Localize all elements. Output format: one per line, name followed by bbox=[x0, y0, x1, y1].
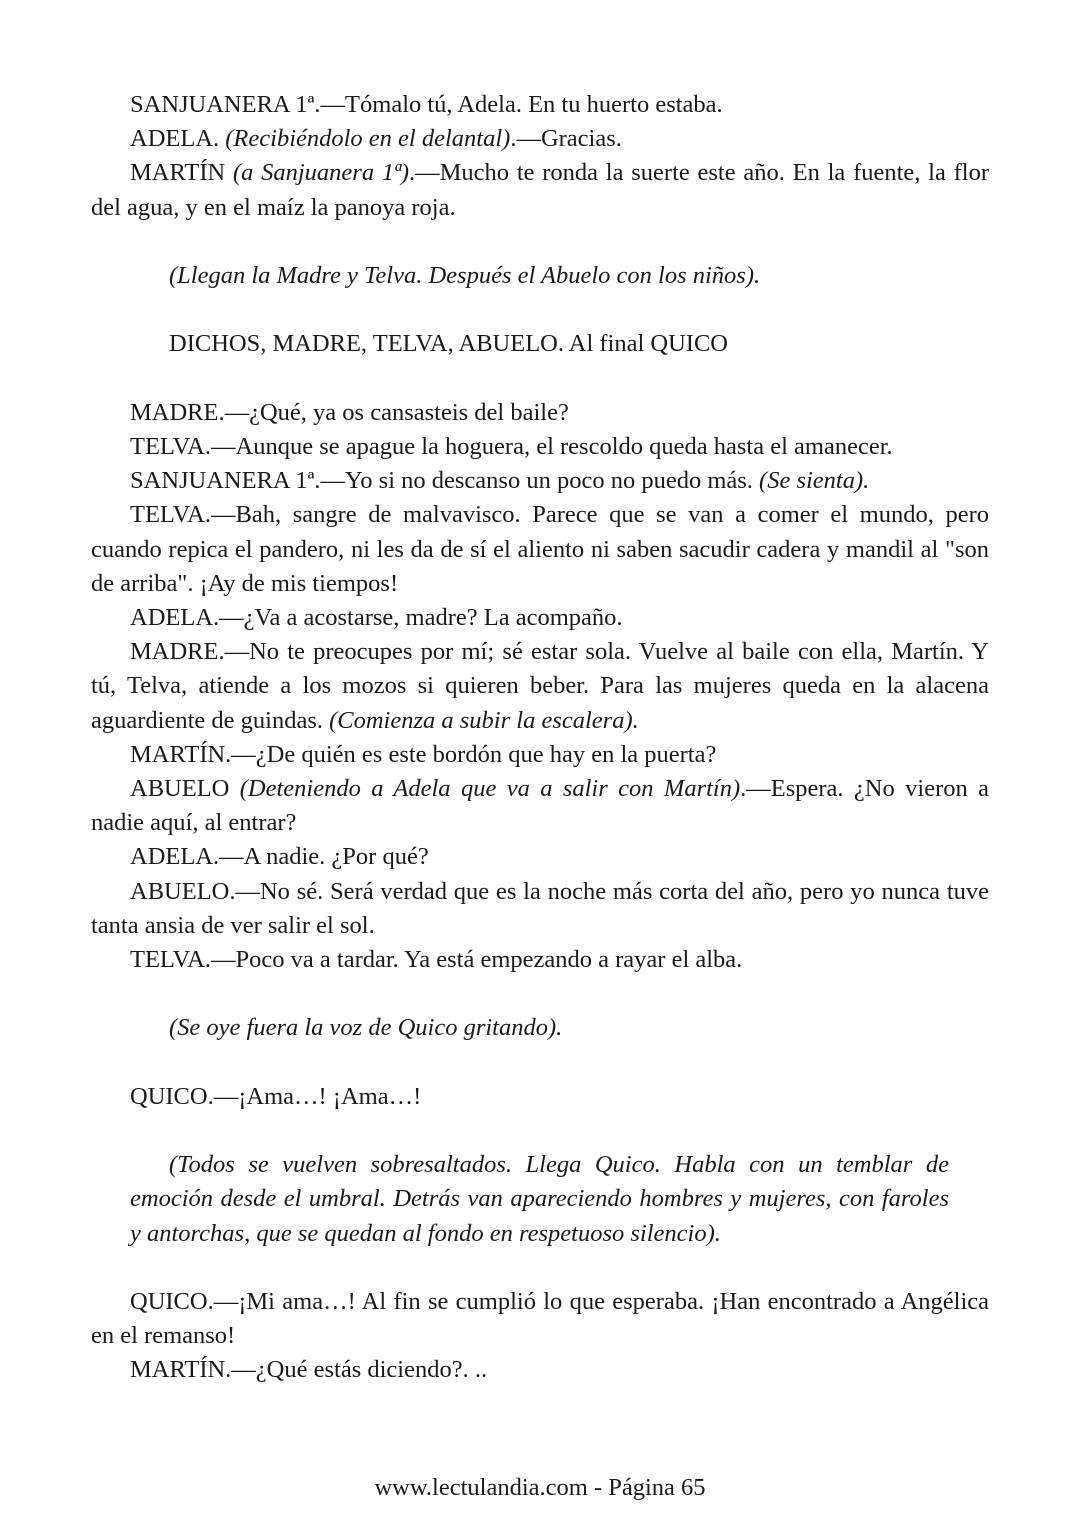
dialogue-line: MADRE.—¿Qué, ya os cansasteis del baile? bbox=[130, 398, 569, 426]
dialogue-line: QUICO.—¡Mi ama…! Al fin se cumplió lo que esperaba. ¡Han encontrado a Angélica en el remanso! bbox=[91, 1288, 989, 1350]
dialogue-line: MARTÍN (a Sanjuanera 1ª).—Mucho te ronda la suerte este año. En la fuente, la flor del agua, y en el maíz la panoya roja. bbox=[91, 159, 989, 221]
dialogue-line: MADRE.—No te preocupes por mí; sé estar sola. Vuelve al baile con ella, Martín. Y tú, Telva, atiende a los mozos si quieren beber. Para las mujeres queda en la alacena aguardiente de guindas. (Comienza a subir la escalera). bbox=[91, 638, 989, 734]
stage-direction: (Llegan la Madre y Telva. Después el Abuelo con los niños). bbox=[169, 262, 761, 289]
page-footer: www.lectulandia.com - Página 65 bbox=[374, 1474, 706, 1501]
dialogue-line: TELVA.—Poco va a tardar. Ya está empezando a rayar el alba. bbox=[130, 946, 743, 974]
dialogue-line: QUICO.—¡Ama…! ¡Ama…! bbox=[130, 1082, 422, 1110]
stage-aside: (a Sanjuanera 1ª) bbox=[232, 159, 410, 187]
dialogue-line: MARTÍN.—¿Qué estás diciendo?. .. bbox=[130, 1356, 488, 1384]
dialogue-line: ABUELO.—No sé. Será verdad que es la noche más corta del año, pero yo nunca tuve tanta ansia de ver salir el sol. bbox=[91, 877, 989, 939]
dialogue-line: ADELA. (Recibiéndolo en el delantal).—Gracias. bbox=[130, 125, 622, 153]
stage-aside: (Recibiéndolo en el delantal) bbox=[225, 125, 511, 153]
stage-direction: (Se oye fuera la voz de Quico gritando). bbox=[169, 1014, 563, 1042]
stage-aside: (Se sienta). bbox=[759, 467, 870, 495]
dialogue-line: SANJUANERA 1ª.—Tómalo tú, Adela. En tu huerto estaba. bbox=[130, 91, 723, 118]
dialogue-line: ADELA.—¿Va a acostarse, madre? La acompaño. bbox=[130, 604, 623, 631]
scene-heading: DICHOS, MADRE, TELVA, ABUELO. Al final QUICO bbox=[169, 330, 728, 358]
dialogue-line: ABUELO (Deteniendo a Adela que va a salir con Martín).—Espera. ¿No vieron a nadie aquí, al entrar? bbox=[91, 775, 989, 837]
page-body bbox=[91, 88, 989, 1388]
dialogue-line: SANJUANERA 1ª.—Yo si no descanso un poco no puedo más. (Se sienta). bbox=[130, 467, 870, 495]
dialogue-line: TELVA.—Aunque se apague la hoguera, el rescoldo queda hasta el amanecer. bbox=[130, 432, 893, 460]
stage-aside: (Deteniendo a Adela que va a salir con Martín) bbox=[239, 775, 741, 803]
stage-direction: (Todos se vuelven sobresaltados. Llega Quico. Habla con un temblar de emoción desde el umbral. Detrás van apareciendo hombres y mujeres, con faroles y antorchas, que se quedan al fondo en respetuoso silencio). bbox=[130, 1151, 949, 1247]
dialogue-line: MARTÍN.—¿De quién es este bordón que hay en la puerta? bbox=[130, 740, 717, 768]
stage-aside: (Comienza a subir la escalera). bbox=[329, 706, 639, 734]
dialogue-line: ADELA.—A nadie. ¿Por qué? bbox=[130, 843, 429, 871]
dialogue-line: TELVA.—Bah, sangre de malvavisco. Parece que se van a comer el mundo, pero cuando repica el pandero, ni les da de sí el aliento ni saben sacudir cadera y mandil al "son de arriba". ¡Ay de mis tiempos! bbox=[91, 501, 989, 597]
